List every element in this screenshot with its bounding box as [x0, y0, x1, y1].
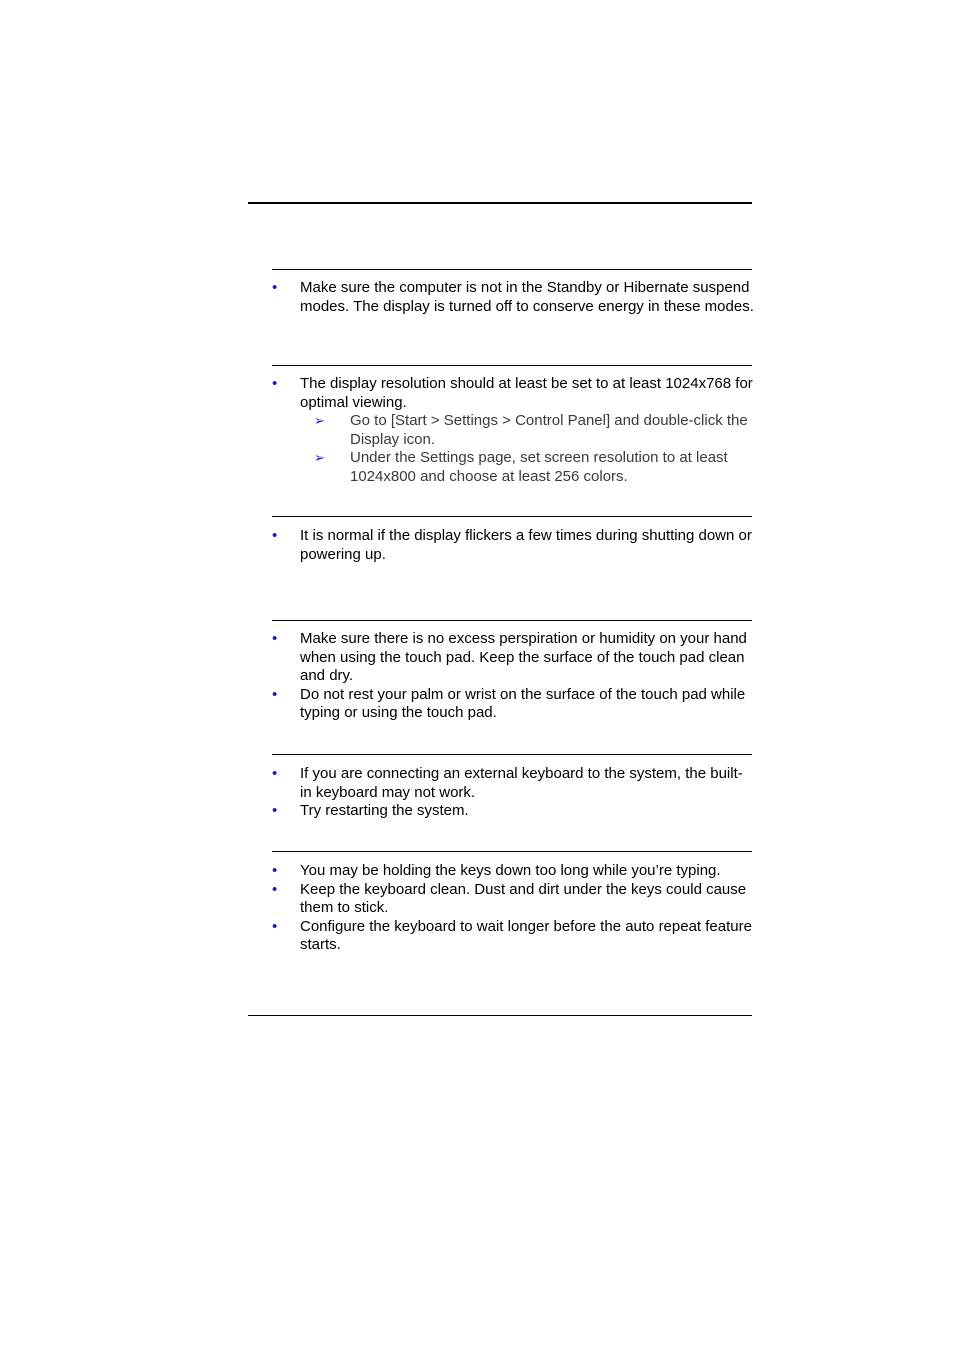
list-item	[272, 862, 754, 881]
bullet-icon	[272, 279, 282, 298]
list-item	[272, 881, 754, 918]
list-item	[272, 279, 754, 316]
tips-list-keys	[272, 862, 754, 955]
list-item	[272, 686, 754, 723]
item-text: You may be holding the keys down too long while you’re typing.	[300, 862, 721, 879]
item-text: It is normal if the display flickers a few times during shutting down or powering up.	[300, 527, 752, 563]
item-text: Configure the keyboard to wait longer before the auto repeat feature starts.	[300, 917, 752, 954]
sub-item-text: Under the Settings page, set screen resolution to at least 1024x800 and choose at least 256 colors.	[350, 449, 728, 485]
tips-list-touchpad	[272, 630, 754, 723]
list-item	[272, 918, 754, 955]
section-divider	[272, 516, 752, 517]
tips-list-keyboard	[272, 765, 754, 821]
list-item	[272, 802, 754, 821]
section-divider	[272, 365, 752, 366]
item-text: Make sure the computer is not in the Standby or Hibernate suspend modes. The display is turned off to conserve energy in these modes.	[300, 279, 754, 315]
item-text: Do not rest your palm or wrist on the surface of the touch pad while typing or using the touch pad.	[300, 685, 746, 722]
section-divider	[272, 269, 752, 270]
bullet-icon	[272, 527, 282, 546]
bullet-icon	[272, 630, 282, 649]
bullet-icon	[272, 802, 282, 821]
bullet-icon	[272, 918, 282, 937]
tips-list-resolution	[272, 375, 754, 487]
section-divider	[272, 620, 752, 621]
sub-item-text: Go to [Start > Settings > Control Panel] and double-click the Display icon.	[350, 412, 748, 448]
item-text: Keep the keyboard clean. Dust and dirt under the keys could cause them to stick.	[300, 880, 747, 917]
footer-rule	[248, 1015, 752, 1016]
bullet-icon	[272, 881, 282, 900]
item-text: The display resolution should at least be set to at least 1024x768 for optimal viewing.	[300, 375, 753, 411]
list-item	[272, 630, 754, 686]
tips-list-flicker	[272, 527, 754, 564]
bullet-icon	[272, 765, 282, 784]
arrow-bullet-icon	[314, 449, 325, 468]
item-text: Try restarting the system.	[300, 802, 469, 820]
tips-list-standby	[272, 279, 754, 316]
list-item	[272, 527, 754, 564]
sub-list-item	[272, 449, 754, 486]
item-text: Make sure there is no excess perspiration or humidity on your hand when using the touch pad. Keep the surface of the touch pad clean and dry.	[300, 630, 747, 685]
list-item	[272, 765, 754, 802]
item-text: If you are connecting an external keyboard to the system, the built-in keyboard may not work.	[300, 765, 743, 801]
header-rule	[248, 202, 752, 204]
bullet-icon	[272, 862, 282, 881]
arrow-bullet-icon	[314, 412, 325, 431]
bullet-icon	[272, 686, 282, 705]
bullet-icon	[272, 375, 282, 394]
list-item	[272, 375, 754, 412]
section-divider	[272, 754, 752, 755]
section-divider	[272, 851, 752, 852]
sub-list-item	[272, 412, 754, 449]
